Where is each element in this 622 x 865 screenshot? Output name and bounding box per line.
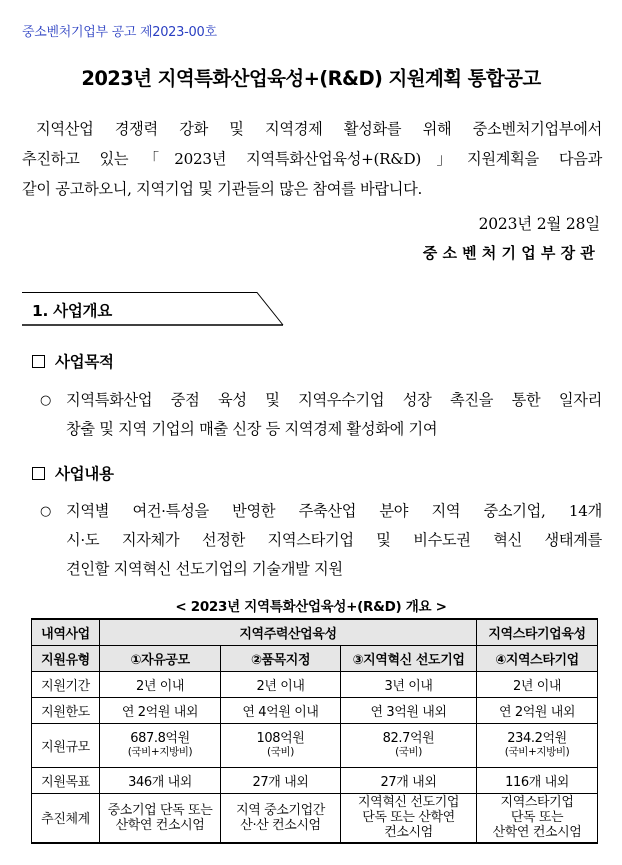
table-cell: 연 3억원 내외 xyxy=(341,697,477,723)
header-cell: ②품목지정 xyxy=(221,645,341,671)
table-cell: 2년 이내 xyxy=(100,671,221,697)
purpose-heading xyxy=(32,350,114,372)
table-cell xyxy=(100,723,221,767)
cell-line: 산학연 컨소시엄 xyxy=(492,825,582,841)
table-cell: 2년 이내 xyxy=(221,671,341,697)
purpose-heading-text: 사업목적 xyxy=(55,353,114,371)
table-cell: 116개 내외 xyxy=(477,767,598,793)
cell-line: 단독 또는 xyxy=(510,810,564,826)
funding-source: (국비+지방비) xyxy=(504,746,570,758)
circle-bullet-icon: ○ xyxy=(40,393,52,408)
amount: 687.8억원 xyxy=(130,731,190,746)
purpose-bullet xyxy=(40,386,602,444)
row-label: 지원기간 xyxy=(32,671,100,697)
header-cell: ③지역혁신 선도기업 xyxy=(341,645,477,671)
row-label: 지원목표 xyxy=(32,767,100,793)
content-heading-text: 사업내용 xyxy=(55,465,114,483)
table-cell: 연 4억원 이내 xyxy=(221,697,341,723)
intro-paragraph xyxy=(22,114,602,204)
table-row xyxy=(32,723,598,767)
issuer-name: 중소벤처기업부장관 xyxy=(422,244,600,262)
table-row xyxy=(32,793,598,843)
table-row xyxy=(32,671,598,697)
row-label: 추진체계 xyxy=(32,793,100,843)
funding-source: (국비+지방비) xyxy=(127,746,193,758)
content-line: 시·도 지자체가 선정한 지역스타기업 및 비수도권 혁신 생태계를 xyxy=(66,531,602,549)
table-cell: 3년 이내 xyxy=(341,671,477,697)
content-bullet xyxy=(40,497,602,584)
purpose-line: 지역특화산업 중점 육성 및 지역우수기업 성장 촉진을 통한 일자리 xyxy=(66,391,602,409)
table-caption: < 2023년 지역특화산업육성+(R&D) 개요 > xyxy=(175,599,447,615)
cell-line: 지역 중소기업간 xyxy=(236,802,325,818)
intro-line: 추진하고 있는「2023년 지역특화산업육성+(R&D)」지원계획을 다음과 xyxy=(22,150,602,168)
section-heading xyxy=(22,292,284,326)
cell-line: 중소기업 단독 또는 xyxy=(107,802,213,818)
table-cell xyxy=(341,793,477,843)
circle-bullet-icon: ○ xyxy=(40,504,52,519)
funding-source: (국비) xyxy=(267,746,294,758)
header-cell: 지역주력산업육성 xyxy=(100,619,477,645)
table-cell xyxy=(477,793,598,843)
square-bullet-icon xyxy=(32,467,45,480)
header-cell: 지역스타기업육성 xyxy=(477,619,598,645)
header-cell: 내역사업 xyxy=(32,619,100,645)
table-cell xyxy=(100,793,221,843)
content-line: 견인할 지역혁신 선도기업의 기술개발 지원 xyxy=(66,560,343,578)
table-cell xyxy=(221,793,341,843)
table-cell: 연 2억원 내외 xyxy=(477,697,598,723)
cell-line: 컨소시엄 xyxy=(384,825,433,841)
content-line: 지역별 여건·특성을 반영한 주축산업 분야 지역 중소기업, 14개 xyxy=(66,502,602,520)
table-cell: 2년 이내 xyxy=(477,671,598,697)
overview-table xyxy=(31,618,598,844)
content-heading xyxy=(32,462,114,484)
table-row xyxy=(32,767,598,793)
table-header-row xyxy=(32,619,598,645)
intro-line: 같이 공고하오니, 지역기업 및 기관들의 많은 참여를 바랍니다. xyxy=(22,180,423,198)
section-label: 1. 사업개요 xyxy=(32,302,112,320)
amount: 234.2억원 xyxy=(507,731,567,746)
table-cell xyxy=(341,723,477,767)
table-row xyxy=(32,697,598,723)
amount: 108억원 xyxy=(256,731,305,746)
amount: 82.7억원 xyxy=(382,731,435,746)
table-cell: 346개 내외 xyxy=(100,767,221,793)
table-cell xyxy=(477,723,598,767)
header-cell: ①자유공모 xyxy=(100,645,221,671)
funding-source: (국비) xyxy=(395,746,422,758)
header-cell: ④지역스타기업 xyxy=(477,645,598,671)
cell-line: 단독 또는 산학연 xyxy=(362,810,455,826)
intro-line: 지역산업 경쟁력 강화 및 지역경제 활성화를 위해 중소벤처기업부에서 xyxy=(36,120,602,138)
notice-number: 중소벤처기업부 공고 제2023-00호 xyxy=(22,25,217,40)
table-header-row xyxy=(32,645,598,671)
table-cell xyxy=(221,723,341,767)
cell-line: 지역혁신 선도기업 xyxy=(358,795,460,811)
cell-line: 산·산 컨소시엄 xyxy=(240,817,321,833)
header-cell: 지원유형 xyxy=(32,645,100,671)
cell-line: 지역스타기업 xyxy=(500,795,574,811)
row-label: 지원한도 xyxy=(32,697,100,723)
document-title: 2023년 지역특화산업육성+(R&D) 지원계획 통합공고 xyxy=(81,67,541,90)
table-cell: 27개 내외 xyxy=(221,767,341,793)
row-label: 지원규모 xyxy=(32,723,100,767)
square-bullet-icon xyxy=(32,355,45,368)
announcement-date: 2023년 2월 28일 xyxy=(478,215,600,233)
purpose-line: 창출 및 지역 기업의 매출 신장 등 지역경제 활성화에 기여 xyxy=(66,420,438,438)
cell-line: 산학연 컨소시엄 xyxy=(115,817,205,833)
table-cell: 27개 내외 xyxy=(341,767,477,793)
table-cell: 연 2억원 내외 xyxy=(100,697,221,723)
